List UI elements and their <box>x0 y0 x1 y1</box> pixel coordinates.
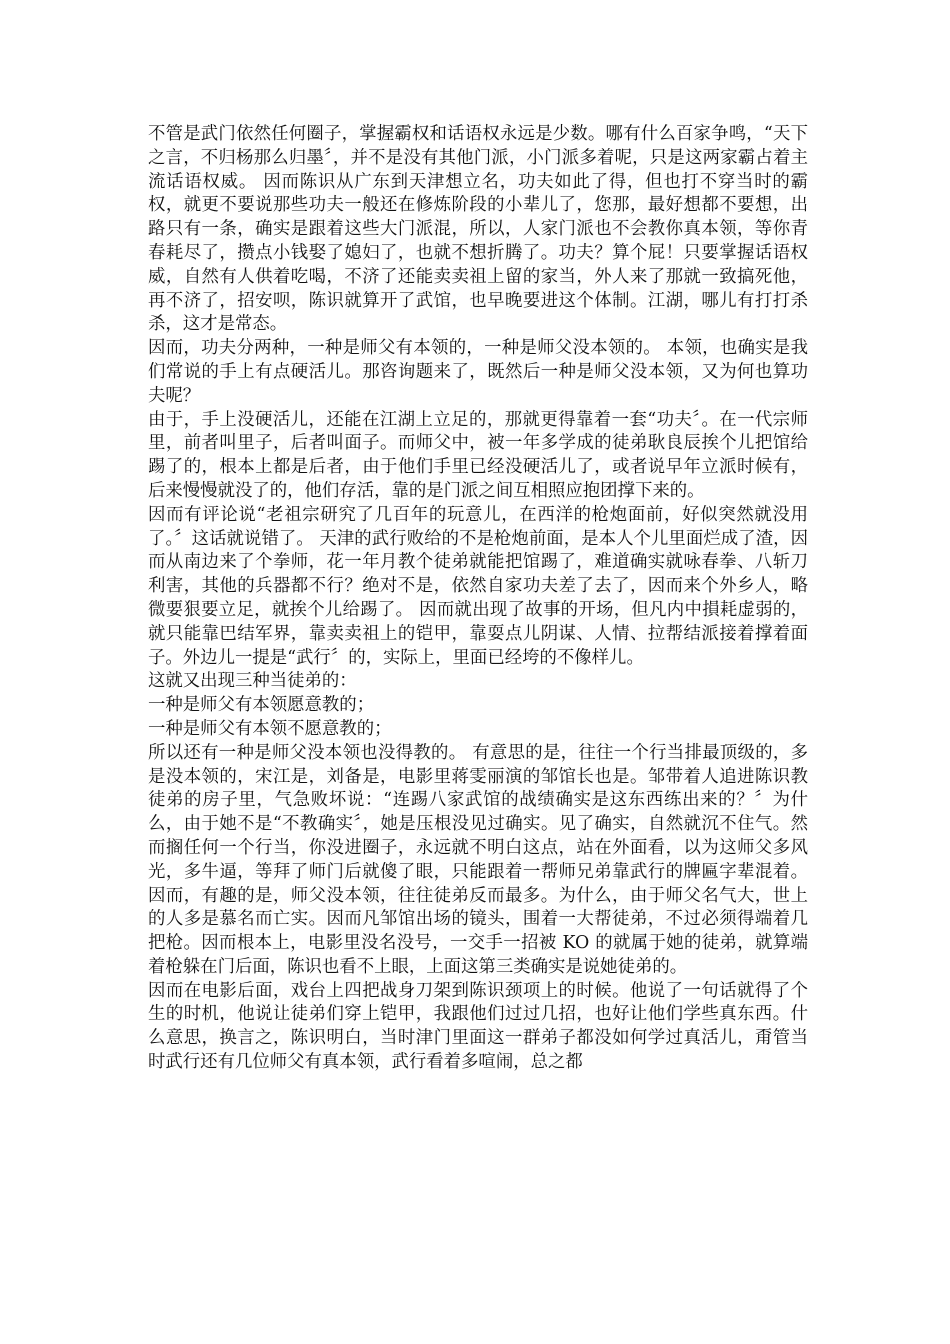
paragraph: 所以还有一种是师父没本领也没得教的。 有意思的是，往往一个行当排最顶级的，多是没本领的，宋江是，刘备是，电影里蒋雯丽演的邹馆长也是。邹带着人追进陈识教徒弟的房子里，气急败坏说：“连踢八家武馆的战绩确实是这东西练出来的？〞为什么，由于她不是“不教确实〞，她是压根没见过确实。见了确实，自然就沉不住气。然而搁任何一个行当，你没进圈子，永远就不明白这点，站在外面看，以为这师父多风光，多牛逼，等拜了师门后就傻了眼，只能跟着一帮师兄弟靠武行的牌匾字辈混着。因而，有趣的是，师父没本领，往往徒弟反而最多。为什么，由于师父名气大，世上的人多是慕名而亡实。因而凡邹馆出场的镜头，围着一大帮徒弟，不过必须得端着几把枪。因而根本上，电影里没名没号，一交手一招被 KO 的就属于她的徒弟，就算端着枪躲在门后面，陈识也看不上眼，上面这第三类确实是说她徒弟的。 <box>148 742 808 977</box>
paragraph: 因而在电影后面，戏台上四把战身刀架到陈识颈项上的时候。他说了一句话就得了个生的时机，他说让徒弟们穿上铠甲，我跟他们过过几招，也好让他们学些真东西。什么意思，换言之，陈识明白，当时津门里面这一群弟子都没如何学过真活儿，甭管当时武行还有几位师父有真本领，武行看着多喧闹，总之都 <box>148 980 808 1073</box>
paragraph: 一种是师父有本领不愿意教的； <box>148 718 392 739</box>
document-body <box>148 123 808 1075</box>
paragraph: 因而，功夫分两种，一种是师父有本领的，一种是师父没本领的。 本领，也确实是我们常说的手上有点硬活儿。那咨询题来了，既然后一种是师父没本领，又为何也算功夫呢？ <box>148 338 808 406</box>
paragraph: 这就又出现三种当徒弟的： <box>148 671 357 692</box>
paragraph: 因而有评论说“老祖宗研究了几百年的玩意儿，在西洋的枪炮面前，好似突然就没用了。〞这话就说错了。 天津的武行败给的不是枪炮前面，是本人个儿里面烂成了渣，因而从南边来了个拳师，花一年月教个徒弟就能把馆踢了，难道确实就咏春拳、八斩刀利害，其他的兵器都不行？绝对不是，依然自家功夫差了去了，因而来个外乡人，略微要狠要立足，就挨个儿给踢了。 因而就出现了故事的开场，但凡内中損耗虚弱的，就只能靠巴结军界，靠卖卖祖上的铠甲，靠耍点儿阴谋、人情、拉帮结派接着撑着面子。外边儿一提是“武行〞的，实际上，里面已经垮的不像样儿。 <box>148 504 808 668</box>
paragraph: 由于，手上没硬活儿，还能在江湖上立足的，那就更得靠着一套“功夫〞。在一代宗师里，前者叫里子，后者叫面子。而师父中，被一年多学成的徒弟耿良辰挨个儿把馆给踢了的，根本上都是后者，由于他们手里已经没硬活儿了，或者说早年立派时候有，后来慢慢就没了的，他们存活，靠的是门派之间互相照应抱团撑下来的。 <box>148 409 808 501</box>
paragraph: 不管是武门依然任何圈子，掌握霸权和话语权永远是少数。哪有什么百家争鸣，“天下之言，不归杨那么归墨〞，并不是没有其他门派，小门派多着呢，只是这两家霸占着主流话语权威。 因而陈识从广东到天津想立名，功夫如此了得，但也打不穿当时的霸权，就更不要说那些功夫一般还在修炼阶段的小辈儿了，您那，最好想都不要想，出路只有一条，确实是跟着这些大门派混，所以，人家门派也不会教你真本领，等你青春耗尽了，攒点小钱娶了媳妇了，也就不想折腾了。功夫？算个屁！只要掌握话语权威，自然有人供着吃喝，不济了还能卖卖祖上留的家当，外人来了那就一致搞死他，再不济了，招安呗，陈识就算开了武馆，也早晚要进这个体制。江湖，哪儿有打打杀杀，这才是常态。 <box>148 124 808 335</box>
paragraph: 一种是师父有本领愿意教的； <box>148 695 375 716</box>
